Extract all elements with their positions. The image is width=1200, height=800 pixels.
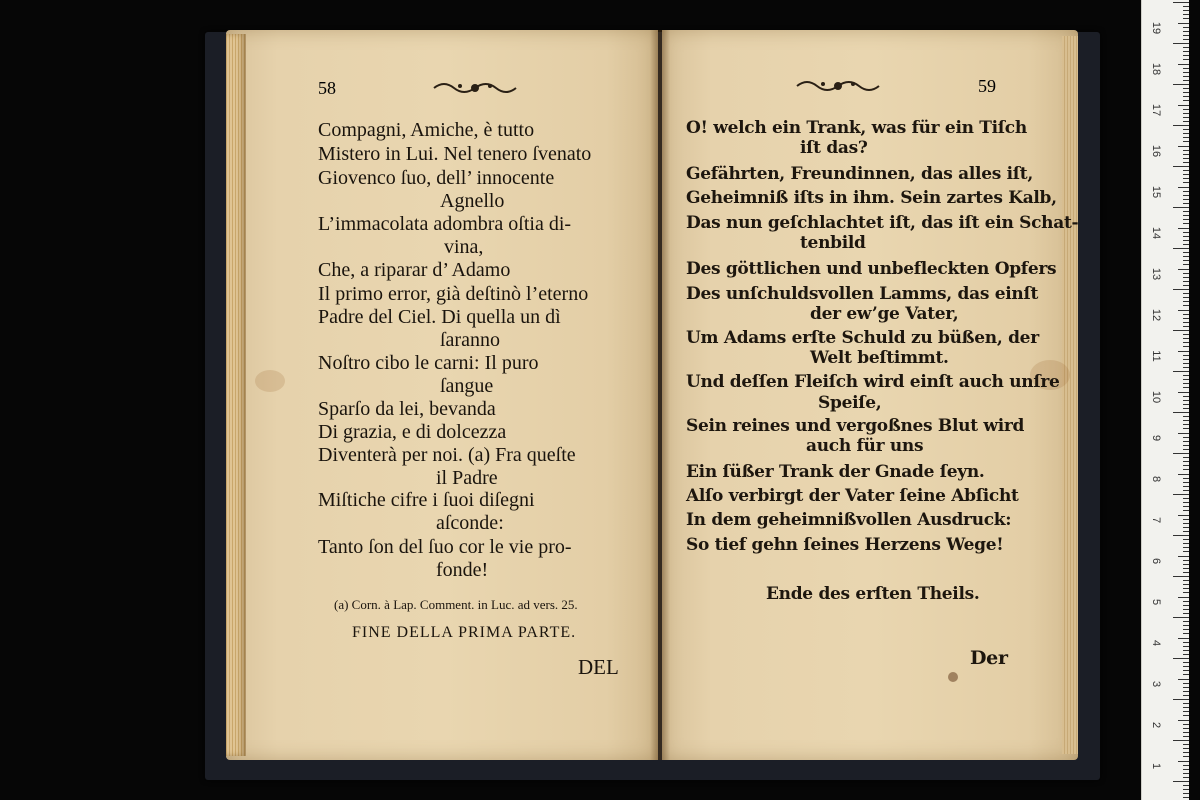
ruler-tick xyxy=(1183,777,1189,778)
ruler-tick xyxy=(1183,510,1189,511)
ruler-tick xyxy=(1183,141,1189,142)
ruler-tick xyxy=(1183,170,1189,171)
ruler-tick xyxy=(1183,695,1189,696)
ruler-tick xyxy=(1183,560,1189,561)
ruler-tick xyxy=(1173,125,1189,126)
ruler-tick xyxy=(1183,732,1189,733)
ruler-tick xyxy=(1183,396,1189,397)
ruler-tick xyxy=(1183,88,1189,89)
ruler-tick xyxy=(1173,781,1189,782)
ruler-tick xyxy=(1183,621,1189,622)
ruler-tick xyxy=(1183,293,1189,294)
ink-spot xyxy=(948,672,958,682)
ruler-tick xyxy=(1173,453,1189,454)
ruler-tick xyxy=(1183,428,1189,429)
ruler-tick xyxy=(1173,166,1189,167)
text-line: Di grazia, e di dolcezza xyxy=(318,421,507,443)
ruler-tick xyxy=(1183,191,1189,192)
ruler-tick xyxy=(1183,379,1189,380)
ruler-tick xyxy=(1183,281,1189,282)
ruler-tick xyxy=(1173,658,1189,659)
ruler-tick xyxy=(1183,633,1189,634)
ruler-tick xyxy=(1183,629,1189,630)
ruler-tick xyxy=(1183,31,1189,32)
ruler-tick xyxy=(1183,584,1189,585)
ruler-tick xyxy=(1183,765,1189,766)
ruler-tick xyxy=(1183,100,1189,101)
text-line: Che, a riparar d’ Adamo xyxy=(318,259,511,281)
ruler-tick xyxy=(1183,490,1189,491)
ruler-tick xyxy=(1183,301,1189,302)
ruler-tick xyxy=(1173,412,1189,413)
catchword-right: Der xyxy=(970,647,1008,669)
ruler-tick xyxy=(1183,211,1189,212)
ruler-tick xyxy=(1183,35,1189,36)
ruler-tick xyxy=(1183,355,1189,356)
ruler-tick xyxy=(1183,736,1189,737)
book-gutter xyxy=(650,30,670,760)
text-line: iſt das? xyxy=(800,138,868,158)
ruler-number: 17 xyxy=(1150,103,1162,117)
ruler-number: 11 xyxy=(1150,350,1162,362)
ruler-tick xyxy=(1183,769,1189,770)
ruler-tick xyxy=(1183,613,1189,614)
ruler-number: 5 xyxy=(1150,598,1162,606)
ruler-tick xyxy=(1183,244,1189,245)
ruler-tick xyxy=(1173,84,1189,85)
ruler-tick xyxy=(1183,646,1189,647)
text-line: Miſtiche cifre i ſuoi diſegni xyxy=(318,489,535,511)
ruler-number: 9 xyxy=(1150,434,1162,442)
ruler-tick xyxy=(1183,27,1189,28)
ruler-tick xyxy=(1183,367,1189,368)
page-number-left: 58 xyxy=(318,78,336,98)
text-line: Ein ſüßer Trank der Gnade ſeyn. xyxy=(686,462,985,482)
ruler-tick xyxy=(1173,330,1189,331)
measurement-ruler xyxy=(1141,0,1189,800)
text-line: Das nun geſchlachtet iſt, das iſt ein Schat- xyxy=(686,213,1079,233)
ruler-tick xyxy=(1183,650,1189,651)
ruler-tick xyxy=(1183,744,1189,745)
ruler-tick xyxy=(1183,498,1189,499)
text-line: Geheimniß iſts in ihm. Sein zartes Kalb, xyxy=(686,188,1057,208)
ruler-tick xyxy=(1183,277,1189,278)
text-line: Mistero in Lui. Nel tenero ſvenato xyxy=(318,143,592,165)
ruler-tick xyxy=(1183,445,1189,446)
ruler-tick xyxy=(1183,219,1189,220)
ruler-tick xyxy=(1178,597,1189,598)
ruler-tick xyxy=(1183,359,1189,360)
ruler-number: 16 xyxy=(1150,144,1162,158)
ruler-tick xyxy=(1183,240,1189,241)
ruler-tick xyxy=(1183,150,1189,151)
ruler-tick xyxy=(1183,342,1189,343)
ruler-tick xyxy=(1183,178,1189,179)
ruler-tick xyxy=(1183,478,1189,479)
ruler-tick xyxy=(1178,105,1189,106)
ruler-tick xyxy=(1183,232,1189,233)
ruler-tick xyxy=(1178,310,1189,311)
ruler-number: 19 xyxy=(1150,21,1162,35)
ruler-number: 18 xyxy=(1150,62,1162,76)
text-line: L’immacolata adombra oſtia di- xyxy=(318,213,572,235)
ruler-tick xyxy=(1183,346,1189,347)
ruler-tick xyxy=(1183,215,1189,216)
text-line: Alſo verbirgt der Vater ſeine Abſicht xyxy=(686,486,1019,506)
ruler-tick xyxy=(1183,47,1189,48)
text-line: il Padre xyxy=(436,467,498,489)
text-line: aſconde: xyxy=(436,512,504,534)
text-line: O! welch ein Trank, was für ein Tiſch xyxy=(686,118,1027,138)
ruler-tick xyxy=(1183,797,1189,798)
ruler-tick xyxy=(1183,129,1189,130)
ruler-number: 4 xyxy=(1150,639,1162,647)
ruler-tick xyxy=(1183,543,1189,544)
ruler-tick xyxy=(1183,137,1189,138)
ruler-tick xyxy=(1173,43,1189,44)
ruler-tick xyxy=(1183,236,1189,237)
ruler-tick xyxy=(1183,174,1189,175)
ruler-tick xyxy=(1183,408,1189,409)
ruler-tick xyxy=(1183,674,1189,675)
ruler-number: 15 xyxy=(1150,185,1162,199)
text-line: tenbild xyxy=(800,233,866,253)
ruler-tick xyxy=(1183,383,1189,384)
ruler-tick xyxy=(1183,363,1189,364)
ruler-tick xyxy=(1173,371,1189,372)
ruler-tick xyxy=(1183,756,1189,757)
ruler-tick xyxy=(1183,387,1189,388)
ruler-tick xyxy=(1183,14,1189,15)
ruler-tick xyxy=(1183,748,1189,749)
ruler-tick xyxy=(1183,707,1189,708)
ruler-number: 3 xyxy=(1150,680,1162,688)
ruler-tick xyxy=(1173,617,1189,618)
part-closing-german: Ende des erſten Theils. xyxy=(766,584,980,604)
ruler-number: 14 xyxy=(1150,226,1162,240)
text-line: In dem geheimnißvollen Ausdruck: xyxy=(686,510,1012,530)
ruler-tick xyxy=(1183,256,1189,257)
ruler-tick xyxy=(1173,699,1189,700)
ruler-tick xyxy=(1183,789,1189,790)
ruler-tick xyxy=(1183,580,1189,581)
text-line: Und deſſen Fleiſch wird einſt auch unſre xyxy=(686,372,1060,392)
ruler-tick xyxy=(1183,572,1189,573)
ruler-tick xyxy=(1178,146,1189,147)
ruler-tick xyxy=(1183,39,1189,40)
ruler-tick xyxy=(1183,609,1189,610)
ruler-number: 10 xyxy=(1150,390,1162,404)
ruler-tick xyxy=(1183,96,1189,97)
ruler-tick xyxy=(1183,154,1189,155)
ruler-tick xyxy=(1183,133,1189,134)
ruler-tick xyxy=(1183,601,1189,602)
ruler-tick xyxy=(1178,228,1189,229)
text-line: Tanto ſon del ſuo cor le vie pro- xyxy=(318,536,572,558)
text-line: Padre del Ciel. Di quella un dì xyxy=(318,306,561,328)
ruler-tick xyxy=(1173,248,1189,249)
ruler-tick xyxy=(1183,441,1189,442)
ruler-number: 6 xyxy=(1150,557,1162,565)
text-line: Agnello xyxy=(440,190,505,212)
ruler-tick xyxy=(1178,515,1189,516)
ruler-tick xyxy=(1183,662,1189,663)
text-line: auch für uns xyxy=(806,436,924,456)
ruler-tick xyxy=(1183,117,1189,118)
ruler-tick xyxy=(1183,260,1189,261)
ruler-tick xyxy=(1183,375,1189,376)
ruler-tick xyxy=(1183,264,1189,265)
ruler-tick xyxy=(1183,519,1189,520)
ruler-tick xyxy=(1178,64,1189,65)
ruler-tick xyxy=(1183,625,1189,626)
ruler-tick xyxy=(1178,679,1189,680)
right-page-edges xyxy=(1062,36,1078,754)
ruler-tick xyxy=(1183,687,1189,688)
ruler-tick xyxy=(1173,740,1189,741)
text-line: So tief gehn ſeines Herzens Wege! xyxy=(686,535,1004,555)
ruler-tick xyxy=(1183,486,1189,487)
text-line: Compagni, Amiche, è tutto xyxy=(318,119,535,141)
ruler-tick xyxy=(1183,158,1189,159)
ruler-tick xyxy=(1183,51,1189,52)
ruler-tick xyxy=(1178,269,1189,270)
ruler-tick xyxy=(1183,80,1189,81)
ruler-tick xyxy=(1183,195,1189,196)
text-line: Gefährten, Freundinnen, das alles iſt, xyxy=(686,164,1033,184)
ruler-tick xyxy=(1183,605,1189,606)
catchword-left: DEL xyxy=(578,655,619,679)
ruler-tick xyxy=(1183,715,1189,716)
ruler-tick xyxy=(1183,568,1189,569)
ruler-tick xyxy=(1183,523,1189,524)
part-closing-italian: FINE DELLA PRIMA PARTE. xyxy=(352,624,577,641)
ruler-tick xyxy=(1183,785,1189,786)
ruler-number: 12 xyxy=(1150,308,1162,322)
ruler-tick xyxy=(1183,92,1189,93)
ruler-tick xyxy=(1183,527,1189,528)
ruler-tick xyxy=(1183,162,1189,163)
ruler-tick xyxy=(1183,588,1189,589)
text-line: Des unſchuldsvollen Lamms, das einſt xyxy=(686,284,1039,304)
text-line: Sparſo da lei, bevanda xyxy=(318,398,496,420)
ruler-tick xyxy=(1183,182,1189,183)
ruler-tick xyxy=(1183,252,1189,253)
ruler-tick xyxy=(1183,711,1189,712)
ruler-tick xyxy=(1173,535,1189,536)
ruler-tick xyxy=(1178,187,1189,188)
ruler-tick xyxy=(1178,392,1189,393)
ruler-tick xyxy=(1183,482,1189,483)
ornament-icon xyxy=(793,76,883,96)
text-line: ſangue xyxy=(440,375,494,397)
ruler-tick xyxy=(1183,322,1189,323)
ruler-tick xyxy=(1183,68,1189,69)
ruler-tick xyxy=(1183,666,1189,667)
ornament-icon xyxy=(430,78,520,98)
ruler-tick xyxy=(1173,576,1189,577)
ruler-tick xyxy=(1183,285,1189,286)
footnote: (a) Corn. à Lap. Comment. in Luc. ad vers. 25. xyxy=(334,597,578,612)
text-line: Des göttlichen und unbefleckten Opfers xyxy=(686,259,1057,279)
ruler-tick xyxy=(1178,761,1189,762)
ruler-tick xyxy=(1183,592,1189,593)
ruler-tick xyxy=(1183,424,1189,425)
ruler-number: 13 xyxy=(1150,267,1162,281)
text-line: Um Adams erſte Schuld zu büßen, der xyxy=(686,328,1039,348)
text-line: Il primo error, già deſtinò l’eterno xyxy=(318,283,589,305)
ruler-tick xyxy=(1183,502,1189,503)
ruler-tick xyxy=(1183,199,1189,200)
left-page-edges xyxy=(226,34,246,756)
ruler-tick xyxy=(1183,334,1189,335)
text-line: Diventerà per noi. (a) Fra queſte xyxy=(318,444,576,466)
ruler-tick xyxy=(1183,59,1189,60)
ruler-tick xyxy=(1183,305,1189,306)
text-line: fonde! xyxy=(436,559,489,581)
ruler-tick xyxy=(1183,539,1189,540)
ruler-tick xyxy=(1183,318,1189,319)
ruler-tick xyxy=(1183,10,1189,11)
ruler-tick xyxy=(1183,691,1189,692)
ruler-tick xyxy=(1183,793,1189,794)
text-line: der ew’ge Vater, xyxy=(810,304,959,324)
ruler-tick xyxy=(1183,547,1189,548)
ruler-tick xyxy=(1183,113,1189,114)
ruler-tick xyxy=(1173,207,1189,208)
ruler-tick xyxy=(1183,654,1189,655)
ruler-tick xyxy=(1183,420,1189,421)
ruler-tick xyxy=(1183,683,1189,684)
ruler-tick xyxy=(1173,289,1189,290)
ruler-tick xyxy=(1178,720,1189,721)
text-line: Speiſe, xyxy=(818,393,882,413)
ruler-tick xyxy=(1183,109,1189,110)
ruler-tick xyxy=(1183,18,1189,19)
ruler-tick xyxy=(1183,469,1189,470)
ruler-tick xyxy=(1183,670,1189,671)
ruler-tick xyxy=(1183,416,1189,417)
page-number-right: 59 xyxy=(978,76,996,96)
ruler-tick xyxy=(1183,703,1189,704)
ruler-number: 8 xyxy=(1150,475,1162,483)
ruler-tick xyxy=(1178,433,1189,434)
ruler-tick xyxy=(1183,551,1189,552)
ruler-tick xyxy=(1183,326,1189,327)
ruler-tick xyxy=(1178,474,1189,475)
ruler-tick xyxy=(1178,351,1189,352)
ruler-number: 1 xyxy=(1150,762,1162,770)
ruler-tick xyxy=(1178,638,1189,639)
ruler-tick xyxy=(1183,773,1189,774)
ruler-tick xyxy=(1183,400,1189,401)
ruler-number: 2 xyxy=(1150,721,1162,729)
text-line: Giovenco ſuo, dell’ innocente xyxy=(318,167,555,189)
ruler-tick xyxy=(1183,457,1189,458)
text-line: Noſtro cibo le carni: Il puro xyxy=(318,352,539,374)
ruler-tick xyxy=(1173,494,1189,495)
ruler-tick xyxy=(1183,506,1189,507)
paper-stain xyxy=(255,370,285,392)
ruler-tick xyxy=(1183,273,1189,274)
text-line: vina, xyxy=(444,236,484,258)
ruler-tick xyxy=(1183,203,1189,204)
ruler-tick xyxy=(1173,2,1189,3)
ruler-tick xyxy=(1183,449,1189,450)
ruler-tick xyxy=(1183,465,1189,466)
ruler-tick xyxy=(1183,461,1189,462)
ruler-tick xyxy=(1183,338,1189,339)
ruler-tick xyxy=(1183,6,1189,7)
ruler-tick xyxy=(1178,556,1189,557)
ruler-number: 7 xyxy=(1150,516,1162,524)
ruler-tick xyxy=(1183,121,1189,122)
text-line: Sein reines und vergoßnes Blut wird xyxy=(686,416,1025,436)
text-line: ſaranno xyxy=(440,329,500,351)
ruler-tick xyxy=(1183,404,1189,405)
ruler-tick xyxy=(1183,297,1189,298)
ruler-tick xyxy=(1183,223,1189,224)
ruler-tick xyxy=(1183,72,1189,73)
ruler-tick xyxy=(1178,23,1189,24)
ruler-tick xyxy=(1183,76,1189,77)
ruler-tick xyxy=(1183,642,1189,643)
ruler-tick xyxy=(1183,55,1189,56)
ruler-tick xyxy=(1183,314,1189,315)
ruler-tick xyxy=(1183,728,1189,729)
ruler-tick xyxy=(1183,531,1189,532)
ruler-tick xyxy=(1183,752,1189,753)
ruler-tick xyxy=(1183,724,1189,725)
text-line: Welt beſtimmt. xyxy=(810,348,949,368)
ruler-tick xyxy=(1183,564,1189,565)
ruler-tick xyxy=(1183,437,1189,438)
